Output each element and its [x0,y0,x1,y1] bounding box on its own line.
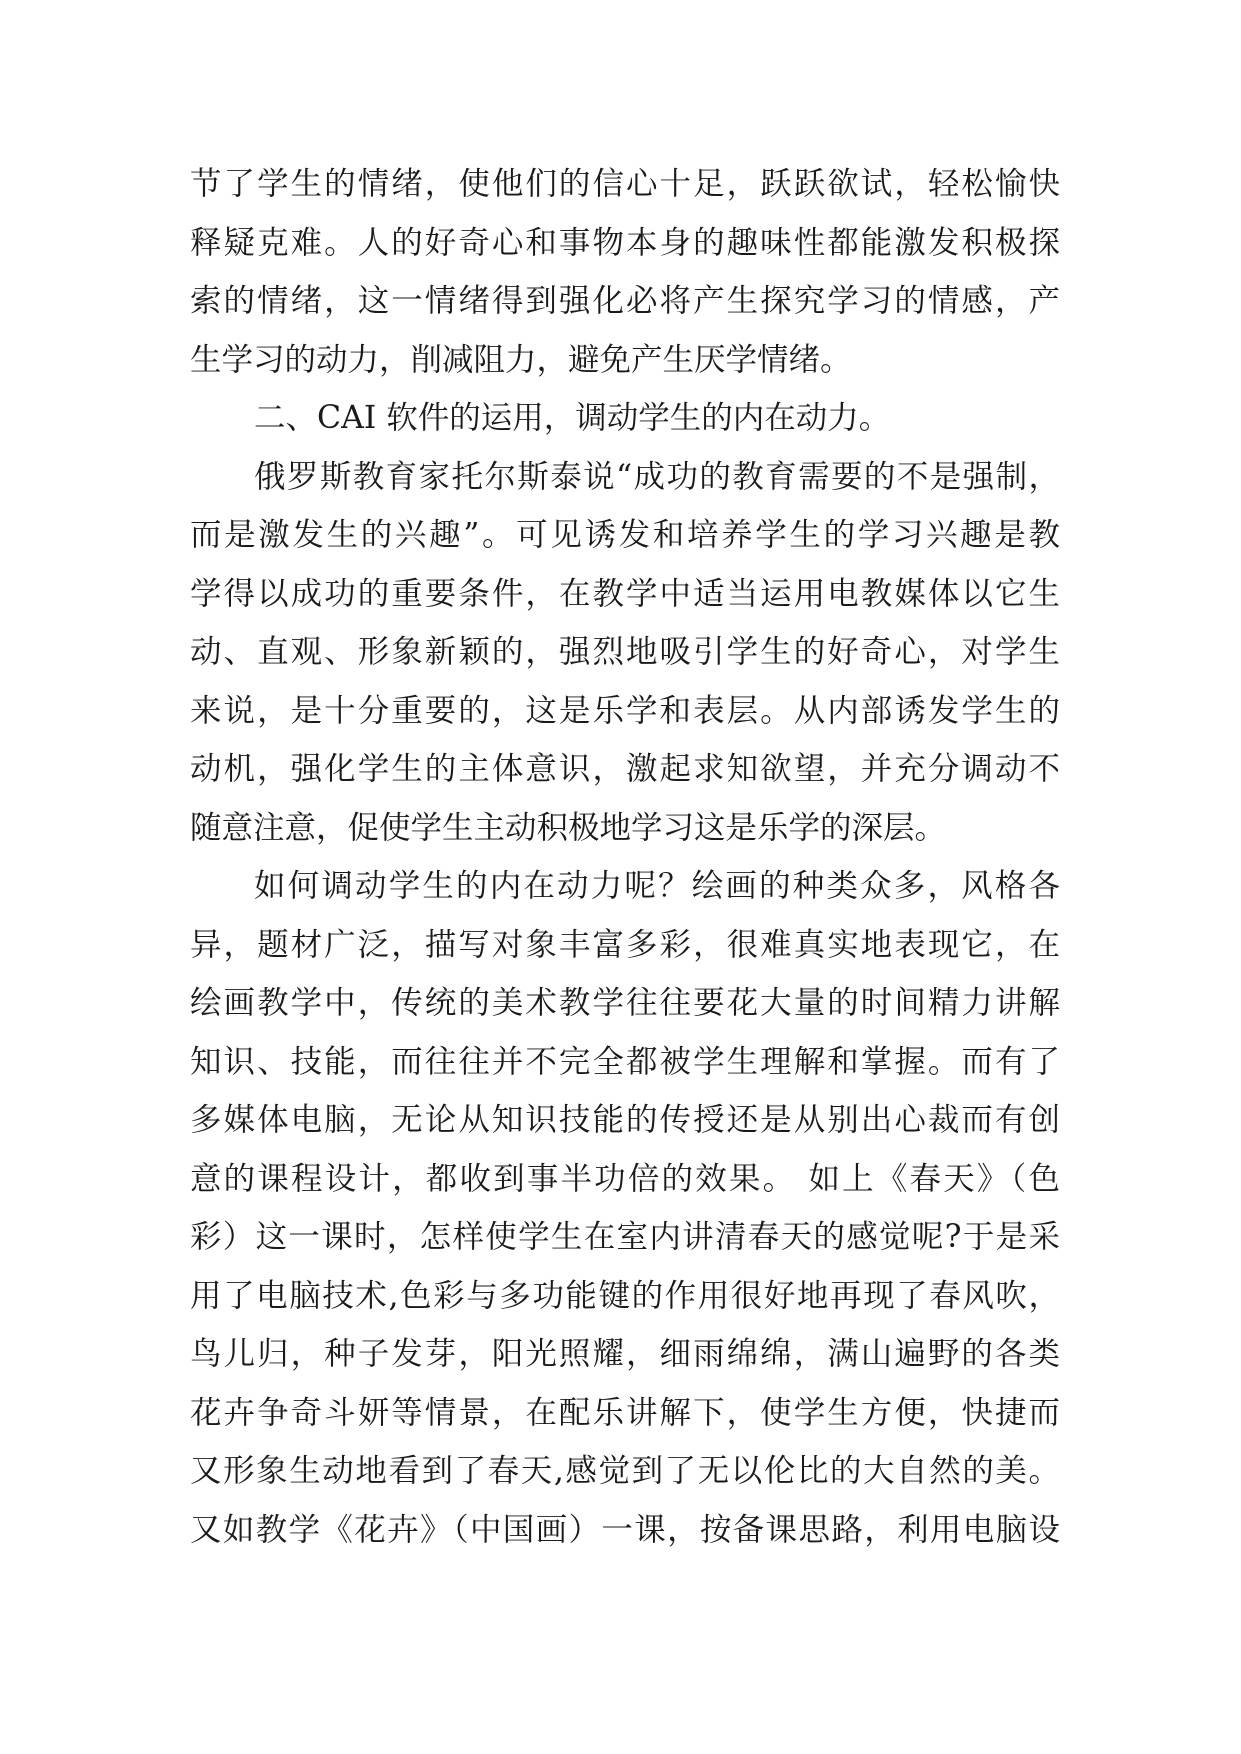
text-line: 如何调动学生的内在动力呢？绘画的种类众多，风格各 [254,868,1060,904]
text-line: 学得以成功的重要条件，在教学中适当运用电教媒体以它生 [190,575,1060,612]
text-line: 多媒体电脑，无论从知识技能的传授还是从别出心裁而有创 [190,1102,1060,1138]
text-line: 生学习的动力，削减阻力，避免产生厌学情绪。 [190,341,852,378]
text-line: 意的课程设计，都收到事半功倍的效果。 如上《春天》（色 [190,1160,1060,1197]
text-line: 而是激发生的兴趣”。可见诱发和培养学生的学习兴趣是教 [190,517,1060,553]
text-line: 知识、技能，而往往并不完全都被学生理解和掌握。而有了 [190,1043,1060,1080]
text-line: 来说，是十分重要的，这是乐学和表层。从内部诱发学生的 [190,692,1060,729]
text-line: 索的情绪，这一情绪得到强化必将产生探究学习的情感，产 [190,283,1060,319]
text-line: 随意注意，促使学生主动积极地学习这是乐学的深层。 [190,809,947,846]
text-line: 花卉争奇斗妍等情景，在配乐讲解下，使学生方便，快捷而 [190,1394,1060,1431]
text-line: 俄罗斯教育家托尔斯泰说“成功的教育需要的不是强制， [254,458,1060,495]
text-line: 释疑克难。人的好奇心和事物本身的趣味性都能激发积极探 [190,224,1060,261]
text-line: 绘画教学中，传统的美术教学往往要花大量的时间精力讲解 [190,985,1060,1021]
text-line: 动机，强化学生的主体意识，激起求知欲望，并充分调动不 [190,751,1060,787]
text-line: 二、CAI 软件的运用，调动学生的内在动力。 [254,400,891,436]
text-line: 鸟儿归，种子发芽，阳光照耀，细雨绵绵，满山遍野的各类 [190,1336,1060,1372]
text-line: 异，题材广泛，描写对象丰富多彩，很难真实地表现它，在 [190,926,1060,963]
text-line: 节了学生的情绪，使他们的信心十足，跃跃欲试，轻松愉快 [190,166,1060,202]
text-line: 又如教学《花卉》（中国画）一课，按备课思路，利用电脑设 [190,1511,1060,1548]
text-line: 彩）这一课时，怎样使学生在室内讲清春天的感觉呢?于是采 [190,1219,1060,1255]
body-text [190,155,1060,1559]
text-line: 又形象生动地看到了春天,感觉到了无以伦比的大自然的美。 [190,1453,1060,1489]
text-line: 用了电脑技术,色彩与多功能键的作用很好地再现了春风吹， [190,1277,1060,1314]
text-line: 动、直观、形象新颖的，强烈地吸引学生的好奇心，对学生 [190,634,1060,670]
